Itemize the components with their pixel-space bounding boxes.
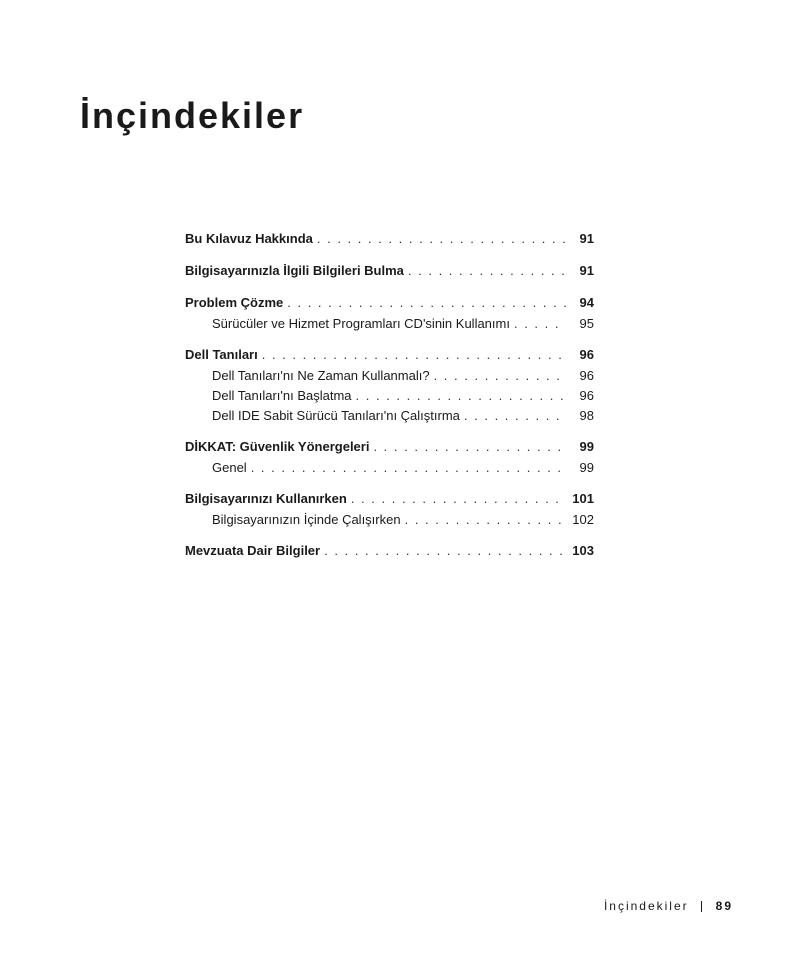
toc-entry-page: 95 bbox=[579, 316, 594, 331]
toc-entry-title: Dell IDE Sabit Sürücü Tanıları'nı Çalıştırma bbox=[212, 408, 460, 423]
table-of-contents bbox=[185, 228, 594, 562]
dot-leader bbox=[324, 540, 566, 562]
dot-leader bbox=[317, 228, 566, 250]
toc-entry-title: Dell Tanıları'nı Başlatma bbox=[212, 388, 352, 403]
dot-leader bbox=[373, 436, 566, 458]
toc-entry-page: 96 bbox=[579, 368, 594, 383]
dot-leader bbox=[287, 292, 566, 314]
dot-leader bbox=[408, 260, 566, 282]
toc-entry-page: 98 bbox=[579, 408, 594, 423]
toc-entry-page: 99 bbox=[579, 439, 594, 454]
toc-entry-about-guide[interactable] bbox=[185, 228, 594, 250]
dot-leader bbox=[262, 344, 566, 366]
dot-leader bbox=[434, 366, 566, 386]
toc-entry-safety-instructions[interactable] bbox=[185, 436, 594, 458]
footer-page-number: 89 bbox=[715, 899, 733, 913]
toc-entry-finding-information[interactable] bbox=[185, 260, 594, 282]
dot-leader bbox=[251, 458, 566, 478]
toc-entry-general[interactable] bbox=[185, 458, 594, 478]
toc-entry-page: 91 bbox=[579, 231, 594, 246]
toc-entry-page: 103 bbox=[572, 543, 594, 558]
toc-entry-problem-solving[interactable] bbox=[185, 292, 594, 314]
footer-divider bbox=[701, 901, 702, 912]
footer-section-label: İnçindekiler bbox=[603, 899, 689, 913]
toc-entry-title: Dell Tanıları bbox=[185, 347, 258, 362]
toc-entry-title: Bilgisayarınızı Kullanırken bbox=[185, 491, 347, 506]
toc-entry-drivers-cd[interactable] bbox=[185, 314, 594, 334]
dot-leader bbox=[405, 510, 566, 530]
toc-entry-dell-diagnostics[interactable] bbox=[185, 344, 594, 366]
toc-entry-using-computer[interactable] bbox=[185, 488, 594, 510]
page-title: İnçindekiler bbox=[80, 95, 305, 136]
toc-entry-title: Problem Çözme bbox=[185, 295, 284, 310]
toc-entry-title: Genel bbox=[212, 460, 247, 475]
dot-leader bbox=[356, 386, 566, 406]
toc-entry-title: DİKKAT: Güvenlik Yönergeleri bbox=[185, 439, 370, 454]
toc-entry-page: 96 bbox=[579, 347, 594, 362]
toc-entry-page: 101 bbox=[572, 491, 594, 506]
toc-entry-page: 102 bbox=[572, 512, 594, 527]
toc-entry-page: 99 bbox=[579, 460, 594, 475]
toc-entry-page: 91 bbox=[579, 263, 594, 278]
toc-entry-title: Bilgisayarınızın İçinde Çalışırken bbox=[212, 512, 401, 527]
toc-entry-starting-diagnostics[interactable] bbox=[185, 386, 594, 406]
toc-entry-title: Bilgisayarınızla İlgili Bilgileri Bulma bbox=[185, 263, 404, 278]
toc-entry-title: Sürücüler ve Hizmet Programları CD'sinin Kullanımı bbox=[212, 316, 510, 331]
toc-entry-ide-drive-diagnostics[interactable] bbox=[185, 406, 594, 426]
toc-entry-title: Dell Tanıları'nı Ne Zaman Kullanmalı? bbox=[212, 368, 430, 383]
toc-entry-title: Mevzuata Dair Bilgiler bbox=[185, 543, 321, 558]
toc-entry-working-inside-computer[interactable] bbox=[185, 510, 594, 530]
dot-leader bbox=[351, 488, 566, 510]
dot-leader bbox=[464, 406, 566, 426]
toc-entry-page: 96 bbox=[579, 388, 594, 403]
toc-entry-when-to-use-diagnostics[interactable] bbox=[185, 366, 594, 386]
dot-leader bbox=[514, 314, 566, 334]
page-footer bbox=[604, 897, 733, 915]
toc-entry-page: 94 bbox=[579, 295, 594, 310]
toc-entry-title: Bu Kılavuz Hakkında bbox=[185, 231, 313, 246]
toc-entry-regulatory-information[interactable] bbox=[185, 540, 594, 562]
